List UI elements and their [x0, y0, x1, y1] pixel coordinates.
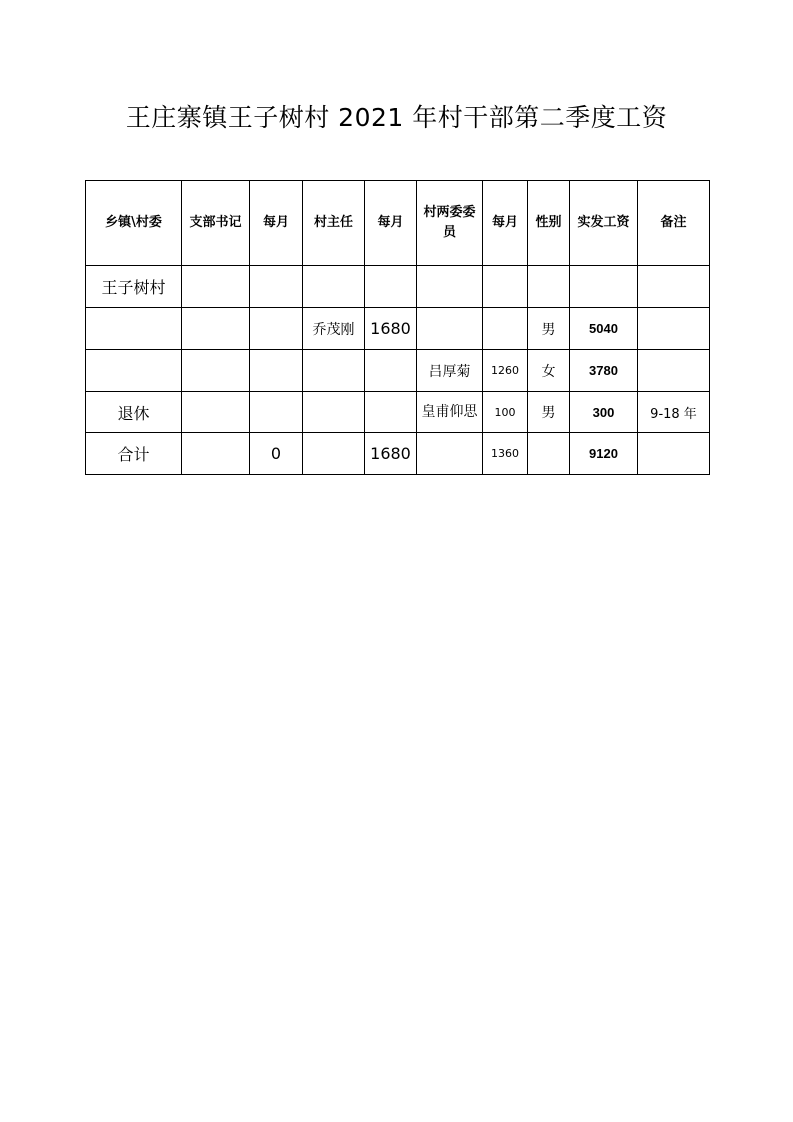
header-actual-salary: 实发工资: [570, 181, 638, 266]
cell-salary: 3780: [570, 350, 638, 392]
header-remarks: 备注: [638, 181, 710, 266]
header-party-secretary: 支部书记: [182, 181, 250, 266]
cell-monthly-3: 1360: [483, 433, 528, 475]
cell-monthly-3: [483, 266, 528, 308]
cell-member: [417, 308, 483, 350]
cell-village: [86, 308, 182, 350]
header-monthly-1: 每月: [250, 181, 303, 266]
cell-village: [86, 350, 182, 392]
table-row: [86, 266, 710, 308]
cell-monthly-3: 100: [483, 392, 528, 433]
cell-village: 王子树村: [86, 266, 182, 308]
cell-gender: 男: [528, 308, 570, 350]
table-row: [86, 308, 710, 350]
cell-gender: [528, 266, 570, 308]
cell-remarks: 9-18 年: [638, 392, 710, 433]
cell-member: 皇甫仰思: [417, 392, 483, 433]
cell-gender: 男: [528, 392, 570, 433]
cell-monthly-1: 0: [250, 433, 303, 475]
cell-monthly-1: [250, 350, 303, 392]
cell-monthly-2: 1680: [365, 308, 417, 350]
cell-director: [303, 266, 365, 308]
cell-secretary: [182, 308, 250, 350]
cell-monthly-3: 1260: [483, 350, 528, 392]
header-gender: 性别: [528, 181, 570, 266]
header-monthly-3: 每月: [483, 181, 528, 266]
cell-monthly-1: [250, 266, 303, 308]
cell-monthly-2: [365, 350, 417, 392]
cell-director: 乔茂刚: [303, 308, 365, 350]
header-town-village: 乡镇\村委: [86, 181, 182, 266]
cell-secretary: [182, 392, 250, 433]
table-header-row: [86, 181, 710, 266]
table-row: [86, 392, 710, 433]
cell-remarks: [638, 433, 710, 475]
cell-member: 吕厚菊: [417, 350, 483, 392]
cell-remarks: [638, 266, 710, 308]
cell-gender: [528, 433, 570, 475]
header-village-director: 村主任: [303, 181, 365, 266]
cell-secretary: [182, 433, 250, 475]
cell-director: [303, 392, 365, 433]
salary-table: [85, 180, 710, 475]
cell-member: [417, 433, 483, 475]
header-committee-member: 村两委委员: [417, 181, 483, 266]
cell-director: [303, 350, 365, 392]
table-row: [86, 433, 710, 475]
cell-monthly-2: [365, 266, 417, 308]
cell-monthly-1: [250, 392, 303, 433]
cell-salary: 5040: [570, 308, 638, 350]
cell-salary: [570, 266, 638, 308]
table-row: [86, 350, 710, 392]
cell-monthly-3: [483, 308, 528, 350]
cell-secretary: [182, 266, 250, 308]
cell-salary: 300: [570, 392, 638, 433]
cell-remarks: [638, 308, 710, 350]
cell-monthly-2: [365, 392, 417, 433]
cell-village: 退休: [86, 392, 182, 433]
cell-salary: 9120: [570, 433, 638, 475]
cell-remarks: [638, 350, 710, 392]
cell-member: [417, 266, 483, 308]
cell-director: [303, 433, 365, 475]
cell-monthly-2: 1680: [365, 433, 417, 475]
cell-village: 合计: [86, 433, 182, 475]
cell-monthly-1: [250, 308, 303, 350]
cell-gender: 女: [528, 350, 570, 392]
header-monthly-2: 每月: [365, 181, 417, 266]
cell-secretary: [182, 350, 250, 392]
document-title: 王庄寨镇王子树村 2021 年村干部第二季度工资: [125, 103, 668, 132]
